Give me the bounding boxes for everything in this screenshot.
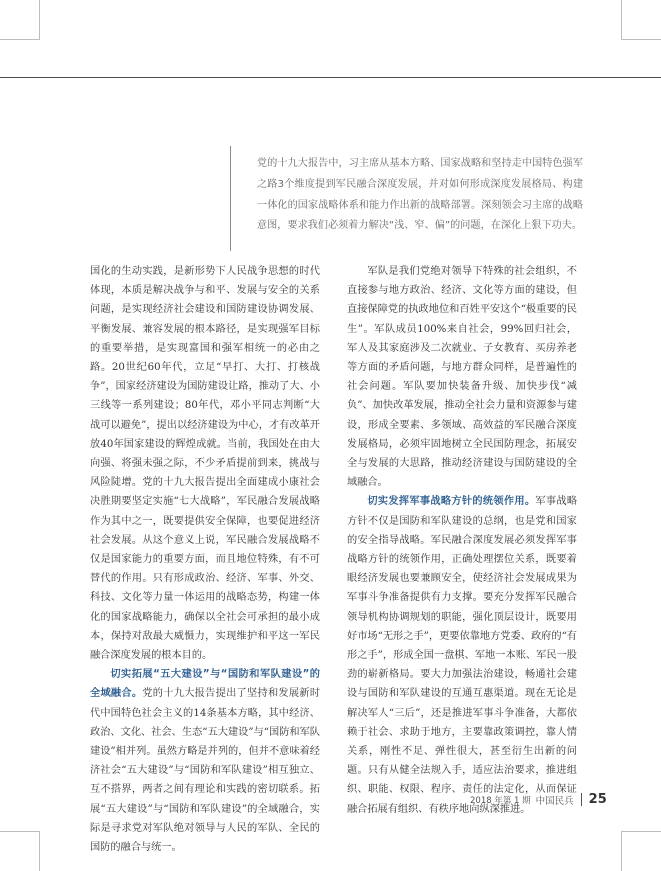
left-paragraph-2-body: 党的十九大报告提出了坚持和发展新时代中国特色社会主义的14条基本方略，其中经济、政治、文化、社会、生态“五大建设”与“国防和军队建设”相并列。虽然方略是并列的，但并不意味着经济社会“五大建设”与“国防和军队建设”相互独立、互不搭界，两者之间有理论和实践的密切联系。拓展“五大建设”与“国防和军队建设”的全域融合，实际是寻求党对军队绝对领导与人民的军队、全民的国防的融合与统一。 xyxy=(90,688,321,854)
right-paragraph-2 xyxy=(347,492,577,818)
crop-mark-bottom-right-h xyxy=(621,831,661,832)
footer-separator xyxy=(581,793,582,806)
magazine-name: 中国民兵 xyxy=(535,795,574,807)
issue-label: 2018 年第 1 期 xyxy=(470,795,531,806)
right-paragraph-1: 军队是我们党绝对领导下特殊的社会组织，不直接参与地方政治、经济、文化等方面的建设，但直接保障党的执政地位和百姓平安这个“极重要的民生”。军队成员100%来自社会，99%回归社会，军人及其家庭涉及二次就业、子女教育、买房养老等方面的矛盾问题，与地方群众同样，是普遍性的社会问题。军队要加快装备升级、加快步伐“减负”、加快改革发展，推动全社会力量和资源参与建设，形成全要素、多领域、高效益的军民融合深度发展格局，必须牢固地树立全民国防理念，拓展安全与发展的大思路，推动经济建设与国防建设的全域融合。 xyxy=(347,266,577,489)
left-column xyxy=(90,262,320,857)
left-paragraph-1: 国化的生动实践，是新形势下人民战争思想的时代体现，本质是解决战争与和平、发展与安全的关系问题，是实现经济社会建设和国防建设协调发展、平衡发展、兼容发展的根本路径，是实现强军目标的重要举措，是实现富国和强军相统一的必由之路。20世纪60年代，立足“早打、大打、打核战争”，国家经济建设为国防建设让路，推动了大、小三线等一系列建设；80年代，邓小平同志判断“大战可以避免”，提出以经济建设为中心，才有改革开放40年国家建设的辉煌成就。当前，我国处在由大向强、将强未强之际，不少矛盾提前到来，挑战与风险陡增。党的十九大报告提出全面建成小康社会决胜期要坚定实施“七大战略”，军民融合发展战略作为其中之一，既要提供安全保障，也要促进经济社会发展。从这个意义上说，军民融合发展战略不仅是国家能力的重要方面，而且地位特殊，有不可替代的作用。只有形成政治、经济、军事、外交、科技、文化等力量一体运用的战略态势，构建一体化的国家战略能力，确保以全社会可承担的最小成本，保持对敌最大威慑力，实现维护和平这一军民融合深度发展的根本目的。 xyxy=(90,266,320,662)
right-paragraph-2-body: 军事战略方针不仅是国防和军队建设的总纲，也是党和国家的安全指导战略。军民融合深度发展必须发挥军事战略方针的统领作用，正确处理摆位关系，既要着眼经济发展也要兼顾安全，使经济社会发展成果为军事斗争准备提供有力支撑。要充分发挥军民融合领导机构协调规划的职能，强化顶层设计，既要用好市场“无形之手”，更要依靠地方党委、政府的“有形之手”，形成全国一盘棋、军地一本账、军民一股劲的崭新格局。要大力加强法治建设，畅通社会建设与国防和军队建设的互通互惠渠道。现在无论是解决军人“三后”，还是推进军事斗争准备，大都依赖于社会、求助于地方，主要靠政策调控，靠人情关系，刚性不足、弹性很大，甚至衍生出新的问题。只有从健全法规入手，适应法治要求，推进组织、职能、权限、程序、责任的法定化，从而保证融合拓展有组织、有秩序地向纵深推进。 xyxy=(347,496,578,815)
abstract-text: 党的十九大报告中，习主席从基本方略、国家战略和坚持走中国特色强军之路3个维度提到军民融合深度发展，并对如何形成深度发展格局、构建一体化的国家战略体系和能力作出新的战略部署。深刻领会习主席的战略意图，要求我们必须着力解决“浅、窄、偏”的问题，在深化上狠下功夫。 xyxy=(257,158,583,232)
article-abstract xyxy=(230,146,583,251)
crop-mark-top-left-v xyxy=(39,0,40,40)
crop-mark-bottom-right-v xyxy=(621,831,622,871)
crop-mark-top-right-h xyxy=(621,39,661,40)
section-heading-five-constructions: 切实拓展“五大建设”与“国防和军队建设”的全域融合。 xyxy=(90,669,320,700)
crop-mark-top-right-v xyxy=(621,0,622,40)
page-number: 25 xyxy=(588,792,607,807)
crop-mark-top-left-h xyxy=(0,39,40,40)
crop-mark-bottom-left-v xyxy=(39,831,40,871)
crop-mark-bottom-left-h xyxy=(0,831,40,832)
section-heading-military-strategy: 切实发挥军事战略方针的统领作用。 xyxy=(367,496,536,508)
header-rule xyxy=(0,77,661,78)
left-paragraph-2 xyxy=(90,665,320,857)
page-footer xyxy=(470,792,607,807)
right-column xyxy=(347,262,577,819)
